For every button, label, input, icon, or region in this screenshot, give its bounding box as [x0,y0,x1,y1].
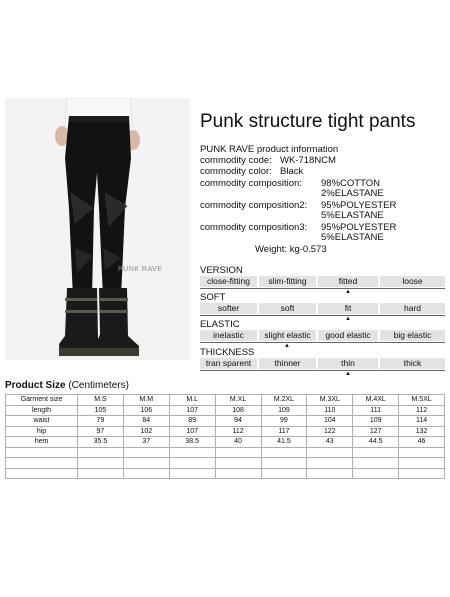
column-header: M.XL [215,395,261,406]
column-header: M.M [123,395,169,406]
table-cell: waist [6,416,78,427]
table-row [6,447,445,458]
table-cell: 127 [353,426,399,437]
table-cell: 122 [307,426,353,437]
composition1-value-1: 98%COTTON [321,178,380,189]
version-scale [200,276,445,295]
table-cell: 44.5 [353,437,399,448]
table-row [6,426,445,437]
table-cell: hem [6,437,78,448]
table-cell: 104 [307,416,353,427]
table-cell [6,447,78,458]
selection-marker: ▲ [345,371,351,377]
table-cell: 37 [123,437,169,448]
model-illustration [5,98,190,360]
size-heading-unit: (Centimeters) [65,380,129,391]
table-cell [169,458,215,469]
thickness-label: THICKNESS [200,347,255,358]
table-cell: 102 [123,426,169,437]
scale-option: slim-fitting [259,276,316,287]
table-cell: 111 [353,405,399,416]
table-cell: 46 [399,437,445,448]
table-cell: hip [6,426,78,437]
table-cell [307,447,353,458]
table-cell [78,447,124,458]
scale-option: softer [200,303,257,314]
table-cell [399,468,445,479]
table-cell: 79 [78,416,124,427]
column-header: M.4XL [353,395,399,406]
weight-label: Weight: [255,244,288,255]
scale-option: fit [318,303,378,314]
thickness-scale [200,358,445,377]
table-cell [399,447,445,458]
scale-option: thinner [259,358,316,369]
table-row [6,416,445,427]
scale-option: good elastic [318,330,378,341]
table-cell [399,458,445,469]
table-row [6,405,445,416]
version-label: VERSION [200,265,243,276]
photo-watermark: PUNK RAVE [118,266,163,273]
table-row [6,458,445,469]
table-cell: length [6,405,78,416]
scale-option: thin [318,358,378,369]
brand-line: PUNK RAVE product information [200,144,339,155]
product-photo [5,98,190,360]
table-cell [353,447,399,458]
table-cell [353,468,399,479]
composition2-row [200,200,397,221]
table-cell: 112 [399,405,445,416]
scale-divider [200,288,445,289]
table-cell [307,468,353,479]
table-cell: 110 [307,405,353,416]
table-cell: 132 [399,426,445,437]
table-cell: 117 [261,426,307,437]
table-cell: 40 [215,437,261,448]
scale-option: tran sparent [200,358,257,369]
table-cell: 94 [215,416,261,427]
table-cell: 99 [261,416,307,427]
scale-divider [200,315,445,316]
table-cell: 109 [353,416,399,427]
column-header: M.2XL [261,395,307,406]
composition1-label: commodity composition: [200,178,302,189]
column-header: M.S [78,395,124,406]
elastic-scale [200,330,445,349]
scale-option: slight elastic [259,330,316,341]
table-cell: 84 [123,416,169,427]
product-title: Punk structure tight pants [200,111,416,132]
scale-option: big elastic [380,330,445,341]
selection-marker: ▲ [345,316,351,322]
composition3-value-1: 95%POLYESTER [321,222,397,233]
column-header: Garment size [6,395,78,406]
scale-option: soft [259,303,316,314]
table-cell: 43 [307,437,353,448]
table-cell: 105 [78,405,124,416]
scale-divider [200,342,445,343]
composition2-value-1: 95%POLYESTER [321,200,397,211]
size-table-heading [5,380,129,391]
scale-option: close-fitting [200,276,257,287]
color-label: commodity color: [200,166,272,177]
scale-option: thick [380,358,445,369]
composition1-value-2: 2%ELASTANE [321,188,384,199]
table-cell [6,458,78,469]
code-row [200,155,336,166]
table-cell: 107 [169,426,215,437]
composition1-row [200,178,384,199]
composition3-row [200,222,397,243]
column-header: M.5XL [399,395,445,406]
table-cell [6,468,78,479]
composition3-value-2: 5%ELASTANE [321,232,384,243]
table-cell: 107 [169,405,215,416]
table-cell [123,468,169,479]
size-heading-bold: Product Size [5,380,66,391]
table-cell [215,447,261,458]
scale-option: loose [380,276,445,287]
table-cell [215,468,261,479]
table-row [6,468,445,479]
table-cell [261,468,307,479]
scale-option: inelastic [200,330,257,341]
composition2-label: commodity composition2: [200,200,308,211]
table-cell [261,447,307,458]
table-cell: 38.5 [169,437,215,448]
composition3-label: commodity composition3: [200,222,308,233]
table-cell: 89 [169,416,215,427]
selection-marker: ▲ [284,343,290,349]
table-cell: 114 [399,416,445,427]
table-cell [261,458,307,469]
table-cell: 112 [215,426,261,437]
size-table [5,394,445,479]
table-cell [169,468,215,479]
scale-option: fitted [318,276,378,287]
weight-value: kg-0.573 [289,244,327,255]
selection-marker: ▲ [345,289,351,295]
scale-option: hard [380,303,445,314]
color-row [200,166,304,177]
table-cell: 109 [261,405,307,416]
table-cell [123,447,169,458]
composition2-value-2: 5%ELASTANE [321,210,384,221]
table-cell [78,468,124,479]
table-cell [123,458,169,469]
table-cell [353,458,399,469]
table-cell: 97 [78,426,124,437]
soft-scale [200,303,445,322]
code-label: commodity code: [200,155,272,166]
color-value: Black [280,166,304,177]
table-cell [78,458,124,469]
table-cell [215,458,261,469]
table-cell [169,447,215,458]
table-cell [307,458,353,469]
soft-label: SOFT [200,292,226,303]
table-cell: 41.5 [261,437,307,448]
table-cell: 35.5 [78,437,124,448]
code-value: WK-718NCM [280,155,336,166]
table-cell: 106 [123,405,169,416]
weight-row [255,244,327,255]
table-cell: 108 [215,405,261,416]
elastic-label: ELASTIC [200,319,240,330]
scale-divider [200,370,445,371]
size-table-header-row [6,395,445,406]
column-header: M.3XL [307,395,353,406]
column-header: M.L [169,395,215,406]
table-row [6,437,445,448]
